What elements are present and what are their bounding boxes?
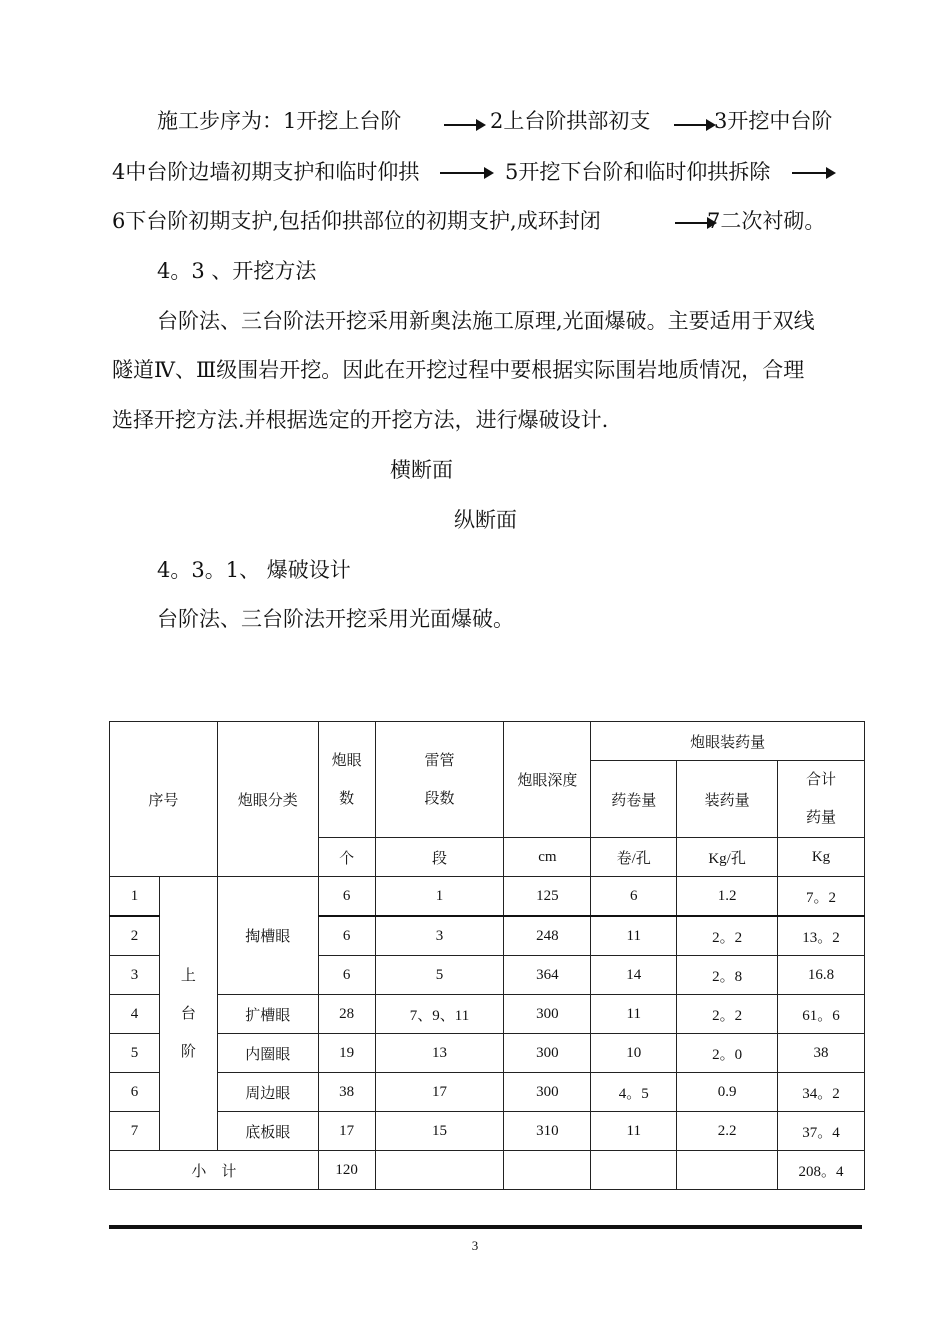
header-detonator-segments: 雷管 段数 <box>375 722 504 838</box>
row-depth: 300 <box>504 1034 591 1073</box>
unit-charge: Kg/孔 <box>677 838 778 877</box>
row-charge: 2。2 <box>677 995 778 1034</box>
row-depth: 300 <box>504 995 591 1034</box>
row-total: 34。2 <box>778 1073 865 1112</box>
footer-divider <box>109 1225 862 1229</box>
subtotal-empty <box>591 1151 677 1190</box>
header-cartridges: 药卷量 <box>591 761 677 838</box>
row-charge: 2。8 <box>677 956 778 995</box>
row-cartridges: 10 <box>591 1034 677 1073</box>
header-hole-depth: 炮眼深度 <box>504 722 591 838</box>
row-detonator: 7、9、11 <box>375 995 504 1034</box>
subtotal-empty <box>375 1151 504 1190</box>
row-depth: 125 <box>504 877 591 917</box>
row-count: 6 <box>318 956 375 995</box>
steps-line1-part1: 施工步序为：1开挖上台阶 <box>157 109 402 133</box>
row-cartridges: 4。5 <box>591 1073 677 1112</box>
hole-type-expand: 扩槽眼 <box>217 995 318 1034</box>
subtotal-label: 小 计 <box>110 1151 319 1190</box>
section-heading-4-3: 4。3 、开挖方法 <box>157 259 317 283</box>
header-charge-group: 炮眼装药量 <box>591 722 865 761</box>
row-charge: 2。2 <box>677 916 778 956</box>
row-cartridges: 6 <box>591 877 677 917</box>
row-seq: 6 <box>110 1073 160 1112</box>
row-charge: 1.2 <box>677 877 778 917</box>
row-seq: 3 <box>110 956 160 995</box>
body-paragraph-line4: 台阶法、三台阶法开挖采用光面爆破。 <box>157 607 514 631</box>
caption-cross-section: 横断面 <box>390 458 453 482</box>
group-label-upper-bench: 上 台 阶 <box>159 877 217 1151</box>
hole-type-bottom: 底板眼 <box>217 1112 318 1151</box>
steps-line3-part1: 6下台阶初期支护,包括仰拱部位的初期支护,成环封闭 <box>112 209 601 233</box>
row-count: 17 <box>318 1112 375 1151</box>
row-seq: 1 <box>110 877 160 917</box>
row-count: 38 <box>318 1073 375 1112</box>
row-charge: 2。0 <box>677 1034 778 1073</box>
row-cartridges: 11 <box>591 916 677 956</box>
header-charge: 装药量 <box>677 761 778 838</box>
table-row <box>110 877 865 917</box>
row-seq: 7 <box>110 1112 160 1151</box>
row-cartridges: 11 <box>591 995 677 1034</box>
row-detonator: 5 <box>375 956 504 995</box>
row-seq: 4 <box>110 995 160 1034</box>
row-count: 6 <box>318 877 375 917</box>
row-cartridges: 14 <box>591 956 677 995</box>
row-total: 13。2 <box>778 916 865 956</box>
subtotal-total: 208。4 <box>778 1151 865 1190</box>
steps-line2-part2: 5开挖下台阶和临时仰拱拆除 <box>505 160 771 184</box>
steps-line3-part2: 7二次衬砌。 <box>707 209 826 233</box>
arrow-icon <box>444 124 484 126</box>
steps-line1-part3: 3开挖中台阶 <box>714 109 833 133</box>
section-heading-4-3-1: 4。3。1、 爆破设计 <box>157 558 351 582</box>
row-detonator: 13 <box>375 1034 504 1073</box>
row-total: 7。2 <box>778 877 865 917</box>
subtotal-empty <box>677 1151 778 1190</box>
row-count: 19 <box>318 1034 375 1073</box>
row-detonator: 1 <box>375 877 504 917</box>
row-total: 61。6 <box>778 995 865 1034</box>
body-paragraph-line2: 隧道Ⅳ、Ⅲ级围岩开挖。因此在开挖过程中要根据实际围岩地质情况，合理 <box>112 358 805 382</box>
subtotal-empty <box>504 1151 591 1190</box>
body-paragraph-line1: 台阶法、三台阶法开挖采用新奥法施工原理,光面爆破。主要适用于双线 <box>157 309 815 333</box>
blasting-design-table <box>109 721 865 1190</box>
row-total: 16.8 <box>778 956 865 995</box>
unit-total: Kg <box>778 838 865 877</box>
subtotal-count: 120 <box>318 1151 375 1190</box>
page-number: 3 <box>471 1238 479 1253</box>
caption-longitudinal-section: 纵断面 <box>454 508 517 532</box>
header-hole-count: 炮眼 数 <box>318 722 375 838</box>
row-seq: 2 <box>110 916 160 956</box>
arrow-icon <box>440 172 492 174</box>
row-depth: 248 <box>504 916 591 956</box>
table-row <box>110 1073 865 1112</box>
arrow-icon <box>792 172 834 174</box>
subtotal-row <box>110 1151 865 1190</box>
steps-line1-part2: 2上台阶拱部初支 <box>490 109 651 133</box>
hole-type-cut: 掏槽眼 <box>217 877 318 995</box>
unit-segment: 段 <box>375 838 504 877</box>
row-detonator: 15 <box>375 1112 504 1151</box>
row-count: 6 <box>318 916 375 956</box>
row-depth: 364 <box>504 956 591 995</box>
row-total: 37。4 <box>778 1112 865 1151</box>
row-count: 28 <box>318 995 375 1034</box>
steps-line2-part1: 4中台阶边墙初期支护和临时仰拱 <box>112 160 420 184</box>
body-paragraph-line3: 选择开挖方法.并根据选定的开挖方法，进行爆破设计. <box>112 408 609 432</box>
arrow-icon <box>674 124 714 126</box>
row-depth: 300 <box>504 1073 591 1112</box>
table-row <box>110 1112 865 1151</box>
header-total-charge: 合计 药量 <box>778 761 865 838</box>
row-charge: 0.9 <box>677 1073 778 1112</box>
row-depth: 310 <box>504 1112 591 1151</box>
row-charge: 2.2 <box>677 1112 778 1151</box>
header-hole-type: 炮眼分类 <box>217 722 318 877</box>
unit-cartridges: 卷/孔 <box>591 838 677 877</box>
unit-depth: cm <box>504 838 591 877</box>
row-detonator: 17 <box>375 1073 504 1112</box>
header-seq: 序号 <box>110 722 218 877</box>
row-detonator: 3 <box>375 916 504 956</box>
row-cartridges: 11 <box>591 1112 677 1151</box>
table-row <box>110 1034 865 1073</box>
row-total: 38 <box>778 1034 865 1073</box>
hole-type-perimeter: 周边眼 <box>217 1073 318 1112</box>
table-row <box>110 995 865 1034</box>
row-seq: 5 <box>110 1034 160 1073</box>
unit-count: 个 <box>318 838 375 877</box>
hole-type-inner: 内圈眼 <box>217 1034 318 1073</box>
